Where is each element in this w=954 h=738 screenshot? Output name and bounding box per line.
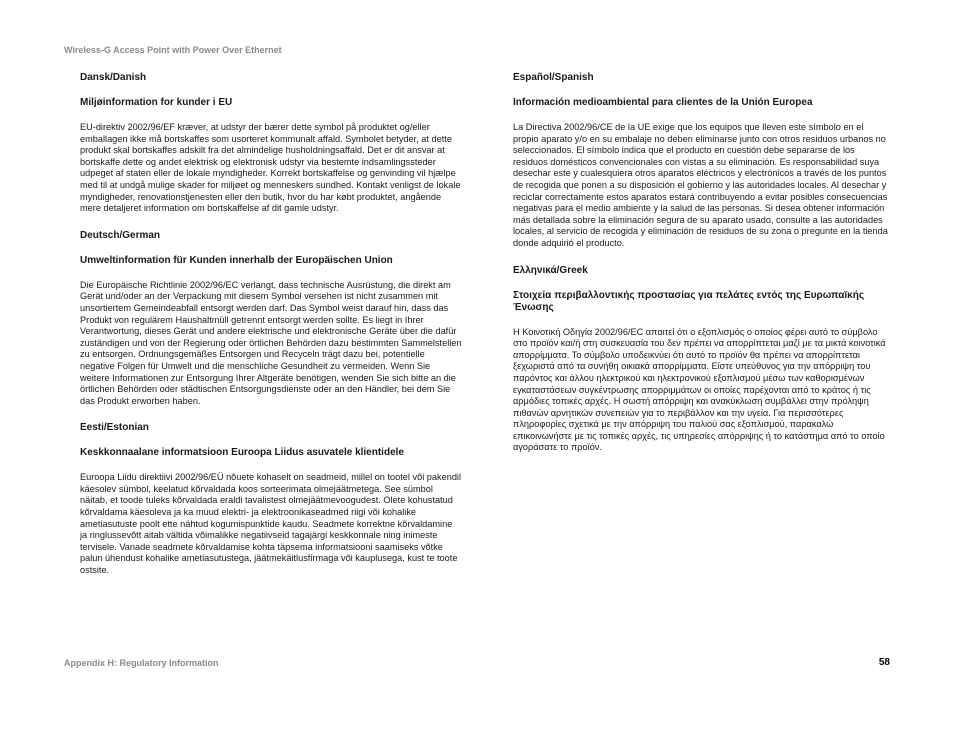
section-body: Η Κοινοτική Οδηγία 2002/96/EC απαιτεί ότι ο εξοπλισμός ο οποίος φέρει αυτό το σύμβολο στο προϊόν και/ή στη συσκευασία του δεν πρέπει να απορρίπτεται μαζί με τα μικτά κοινοτικά απορρίμματα. Το σύμβολο υποδεικνύει ότι αυτό το προϊόν θα πρέπει να απορρίπτεται ξεχωριστά από τα συνήθη οικιακά απορρίμματα. Είστε υπεύθυνος για την απόρριψη του παρόντος και άλλου ηλεκτρικού και ηλεκτρονικού εξοπλισμού μέσω των καθορισμένων εγκαταστάσεων συγκέντρωσης απορριμμάτων οι οποίες παρέχονται από το κράτος ή τις αρμόδιες τοπικές αρχές. Η σωστή απόρριψη και ανακύκλωση συμβάλλει στην πρόληψη πιθανών αρνητικών συνεπειών για το περιβάλλον και την υγεία. Για περισσότερες πληροφορίες σχετικά με την απόρριψη του παλιού σας εξοπλισμού, παρακαλώ επικοινωνήστε με τις τοπικές αρχές, τις υπηρεσίες απόρριψης ή το κατάστημα από το οποίο αγοράσατε το προϊόν. — [513, 326, 886, 453]
section-body: Euroopa Liidu direktiivi 2002/96/EÜ nõuete kohaselt on seadmeid, millel on tootel või pakendil käesolev sümbol, keelatud kõrvaldada koos sorteerimata olmejäätmetega. See sümbol näitab, et toode tuleks kõrvaldada eraldi tavalistest olmejäätmevoogudest. Olete kohustatud kõrvaldama käesoleva ja ka muud elektri- ja elektroonikaseadmed riigi või kohalike ametiasutuste poolt ette nähtud kogumispunktide kaudu. Seadmete korrektne kõrvaldamine ja ringlussevõtt aitab vältida võimalikke negatiivseid tagajärgi keskkonnale ning inimeste tervisele. Vanade seadmete kõrvaldamise kohta täpsema informatsiooni saamiseks võtke palun ühendust kohalike ametiasutustega, jäätmekäitlusfirmaga või kauplusega, kust te toote ostsite. — [80, 472, 462, 576]
section-heading: Στοιχεία περιβαλλοντικής προστασίας για πελάτες εντός της Ευρωπαϊκής Ένωσης — [513, 289, 865, 313]
section-language-title: Español/Spanish — [513, 72, 594, 83]
section-language-title: Eesti/Estonian — [80, 422, 149, 434]
section-spanish — [513, 71, 888, 250]
document-header: Wireless-G Access Point with Power Over Ethernet — [64, 45, 282, 55]
section-body: EU-direktiv 2002/96/EF kræver, at udstyr der bærer dette symbol på produktet og/eller emballagen ikke må bortskaffes som usorteret kommunalt affald. Symbolet betyder, at dette produkt skal bortskaffes adskilt fra det almindelige husholdningsaffald. Det er dit ansvar at bortskaffe dette og andet elektrisk og elektronisk udstyr via bestemte indsamlingssteder udpeget af staten eller de lokale myndigheder. Korrekt bortskaffelse og genvinding vil hjælpe med til at undgå mulige skader for miljøet og menneskers sundhed. Kontakt venligst de lokale myndigheder, renovationstjenesten eller den butik, hvor du har købt produktet, angående mere detaljeret information om bortskaffelse af dit gamle udstyr. — [80, 122, 461, 214]
section-danish — [80, 71, 462, 215]
section-heading: Keskkonnaalane informatsioon Euroopa Liidus asuvatele klientidele — [80, 447, 404, 459]
right-column — [513, 71, 888, 454]
section-heading: Miljøinformation for kunder i EU — [80, 97, 233, 108]
footer-section-label: Appendix H: Regulatory Information — [64, 658, 219, 668]
section-language-title: Dansk/Danish — [80, 72, 147, 83]
left-column — [80, 71, 462, 577]
section-heading: Umweltinformation für Kunden innerhalb der Europäischen Union — [80, 254, 393, 266]
page-number: 58 — [878, 657, 890, 668]
section-body: La Directiva 2002/96/CE de la UE exige que los equipos que lleven este símbolo en el propio aparato y/o en su embalaje no deben eliminarse junto con otros residuos urbanos no seleccionados. El símbolo indica que el producto en cuestión debe separarse de los residuos domésticos convencionales con vistas a su eliminación. Es responsabilidad suya desechar este y cualesquiera otros aparatos eléctricos y electrónicos a través de los puntos de recogida que ponen a su disposición el gobierno y las autoridades locales. Al desechar y reciclar correctamente estos aparatos estará contribuyendo a evitar posibles consecuencias negativas para el medio ambiente y la salud de las personas. Si desea obtener información más detallada sobre la eliminación segura de su aparato usado, consulte a las autoridades locales, al servicio de recogida y eliminación de residuos de su zona o pregunte en la tienda donde adquirió el producto. — [513, 122, 888, 248]
section-language-title: Deutsch/German — [80, 229, 161, 241]
section-german — [80, 229, 462, 408]
section-language-title: Ελληνικά/Greek — [513, 264, 588, 276]
section-greek — [513, 264, 888, 455]
section-heading: Información medioambiental para clientes de la Unión Europea — [513, 97, 813, 108]
section-estonian — [80, 421, 462, 576]
section-body: Die Europäische Richtlinie 2002/96/EC verlangt, dass technische Ausrüstung, die direkt am Gerät und/oder an der Verpackung mit diesem Symbol versehen ist nicht zusammen mit unsortiertem Gemeindeabfall entsorgt werden darf. Das Symbol weist darauf hin, dass das Produkt von regulärem Haushaltmüll getrennt entsorgt werden sollte. Es liegt in Ihrer Verantwortung, dieses Gerät und andere elektrische und elektronische Geräte über die dafür zuständigen und von der Regierung oder örtlichen Behörden dazu bestimmten Sammelstellen zu entsorgen. Ordnungsgemäßes Entsorgen und Recyceln trägt dazu bei, potentielle negative Folgen für Umwelt und die menschliche Gesundheit zu vermeiden. Wenn Sie weitere Informationen zur Entsorgung Ihrer Altgeräte benötigen, wenden Sie sich bitte an die örtlichen Behörden oder städtischen Entsorgungsdienste oder an den Händler, bei dem Sie das Produkt erworben haben. — [80, 279, 462, 406]
